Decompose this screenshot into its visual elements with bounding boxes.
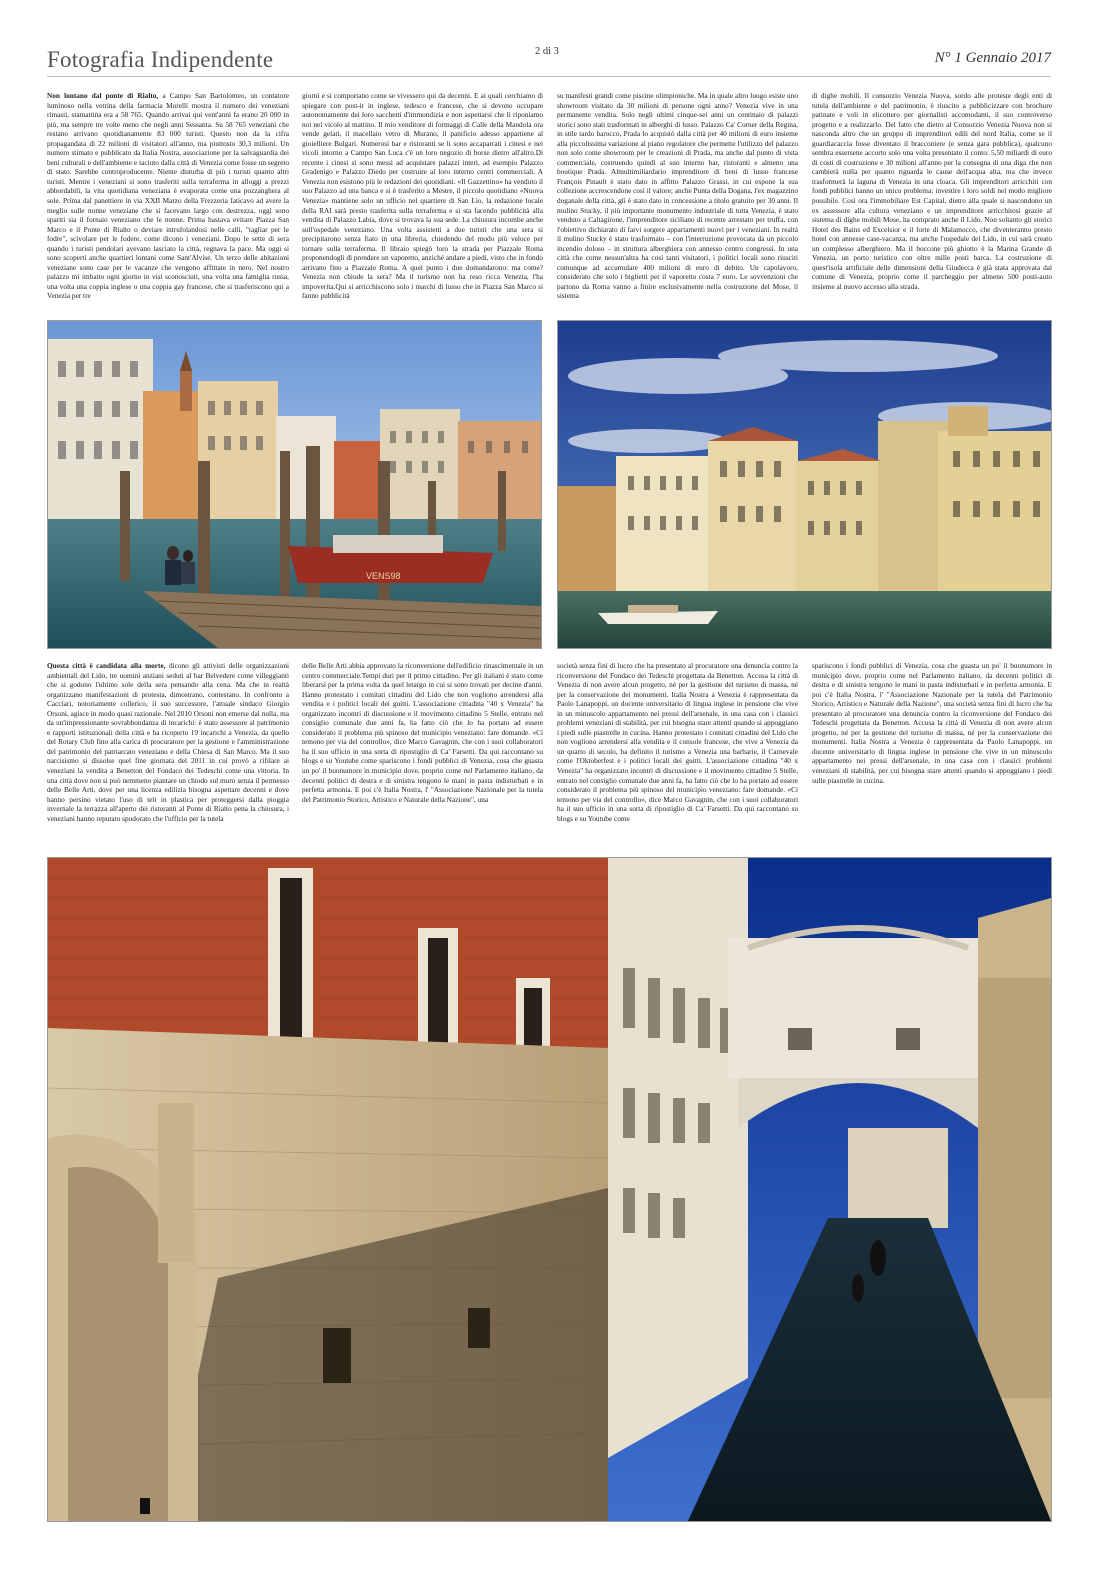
page-number: 2 di 3 bbox=[535, 46, 559, 57]
photo-bridge-of-sighs bbox=[47, 857, 1052, 1522]
article-top-column-2 bbox=[302, 91, 543, 305]
photo-grand-canal-pier bbox=[47, 320, 542, 649]
article-top-text-1: a Campo San Bartolomeo, un contatore luminoso nella vetrina della farmacia Morelli mostra il numero dei veneziani rimasti, stamattina era a 58 765. Quando arrivai qui vent'anni fa erano 20 000 in più, ma sempre tre volte meno che negli anni Sessanta. Su 58 765 veneziani che restano arrivano quotidianamente 83 000 turisti. Questo non da la cifra propagandata di 22 milioni di visitatori all'anno, ma piuttosto 30,3 milioni. Un numero stimato e pubblicato da Italia Nostra, associazione per la salvaguardia dei beni culturali e dell'ambiente e taciuto dalla città di Venezia come fosse un segreto di stato. Sarebbe controproducente. Niente disturba di più i turisti quanto altri turisti. Mentre i veneziani si sono trasferiti sulla terraferma in alloggi a prezzi abbordabili, la vita quotidiana veneziana è evaporata come una pozzanghera al sole. Prima dal panettiere in via XXII Marzo della Frezzeria faticavo ad avere la meglio sulle nonne veneziane che si facevano largo con destrezza, oggi sono spariti sia il fornaio veneziano che le nonne. Prima bastava evitare Piazza San Marco e il Ponte di Rialto o deviare intrufolandosi nelle calli, "tagliar per le fodre", scivolare per le fodere, come dicono i veneziani. Dopo le sette di sera quando i turisti pendolari avevano lasciato la città, regnava la pace. Ma oggi si sono scoperti anche quartieri lontani come Sant'Alvise. Un terzo delle abitazioni veneziane sono case per le vacanze che vengono affittate in nero. Nel nostro palazzo mi imbatto ogni giorno in visi sconosciuti, una volta una famiglia russa, una volta una coppia inglese o una coppia gay francese, che si trasferiscono qui a Venezia per tre bbox=[47, 91, 289, 301]
article-bottom-text-4: spariscono i fondi pubblici di Venezia, cosa che guasta un po' il buonumore in municipio dove, proprio come nel Parlamento italiano, da decenni politici di destra e di sinistra tengono le mani in pasta indisturbati e in perfetta armonia. E poi c'è Italia Nostra, l' "Associazione Nazionale per la tutela del Patrimonio Storico, Artistico e Naturale della Nazione", una società senza fini di lucro che ha presentato al procuratore una denuncia contro la riconversione del Fondaco dei Tedeschi progettata da Benetton. Accusa la città di Venezia di non avere alcun progetto, né per la gestione del turismo di massa, né per la conservazione dei monumenti. Italia Nostra a Venezia è rappresentata da Paolo Lanapoppi, un docente universitario di lingua inglese in pensione che vive in un minuscolo appartamento nei pressi dell'arsenale, in una casa con i classici problemi veneziani di stabilità, per cui bisogna stare attenti quando si appoggiano i piedi sulle piastrelle in cucina. bbox=[812, 661, 1052, 785]
masthead-title: Fotografia Indipendente bbox=[47, 47, 274, 72]
page-header bbox=[47, 44, 1051, 77]
article-bottom-column-2 bbox=[302, 661, 543, 849]
article-top-text-2: giorni e si comportano come se vivessero qui da decenni. E ai quali cerchiamo di spiegare con post-it in inglese, tedesco e francese, che si devono occupare autonomamente dei loro sacchetti d'immondizia e non aspettarsi che li riponiamo noi nel vicolo al mattino. Il mio venditore di formaggi di Calle della Mandola ora vende gelati, il macellaio vetro di Murano, il panificio adesso appartiene al gioielliere Bulgari. Numerosi bar e ristoranti se li sono accaparrati i cinesi e nei vicoli intorno a Campo San Luca c'è un loro negozio di borse dietro all'altro.Di recente i cinesi si sono messi ad acquistare palazzi interi, ad esempio Palazzo Gradenigo e Palazzo Diedo per costruire al loro interno centri commerciali. A Venezia non esistono più le redazioni dei quotidiani. «Il Gazzettino» ha venduto il suo Palazzo ad una banca e si è trasferito a Mestre, il piccolo quotidiano «Nuova Venezia» mantiene solo un ufficio nel quartiere di San Lio, la redazione locale della RAI sarà presto trasferita sulla terraferma e si sta facendo pubblicità alla vendita di Palazzo Labia, dove si trovava la sua sede. La chiusura incombe anche sull'ospedale veneziano. Una volta assistetti a due turisti che una sera si precipitarono senza fiato in una libreria, chiedendo del modo più veloce per tornare sulla terraferma. Il libraio spiegò loro la strada per Piazzale Roma proponendogli di prendere un vaporetto, anziché andare a piedi, visto che in fondo arrivano fino a Piazzale Roma. A quel punto i due domandarono: ma come? Venezia non chiude la sera? Ma il turismo non ha reso ricca Venezia, l'ha impoverita.Qui si arricchiscono solo i marchi di lusso che in Piazza San Marco si fanno pubblicità bbox=[302, 91, 543, 301]
article-bottom-column-3 bbox=[557, 661, 798, 849]
article-bottom-text-1: dicono gli attivisti delle organizzazioni ambientali del Lido, tre uomini anziani seduti al bar Belvedere come villeggianti che si godono l'ultimo sole della sera pensando alla cena. Ma che in realtà organizzano manifestazioni di protesta, dimostrano, contestano. In confronto a Cacciari, notoriamente collerico, il suo successore, l'attuale sindaco Giorgio Orsoni, agisce in modo quasi razionale. Nel 2010 Orsoni non emerse dal nulla, ma da un'impressionante sovrabbondanza di incarichi: è stato assessore al patrimonio e rapporti istituzionali della città e ha ricoperto 19 incarichi a Venezia, da quello del Rotary Club fino alla carica di procuratore per la gestione e l'amministrazione del patrimonio del patriarcato veneziano e della Chiesa di San Marco. Ma il suo narcisismo si dissolse quel fine giornata del 2011 in cui provò a rifilare ai veneziani la vendita a Benetton del Fondaco dei Tedeschi come una vittoria. In una città dove non si può nemmeno piantare un chiodo sul muro senza il permesso delle Belle Arti, dove per una licenza edilizia bisogna aspettare decenni e dove hanno persino vietato l'uso di teli in plastica per proteggersi dalla pioggia invernale la terrazza all'aperto dei ristoranti al Ponte di Rialto pena la chiusura, i veneziani hanno reputato spudorato che l'ufficio per la tutela bbox=[47, 661, 289, 823]
article-top-column-4 bbox=[812, 91, 1052, 305]
article-bottom-column-1 bbox=[47, 661, 289, 849]
article-top-column-1 bbox=[47, 91, 289, 305]
lead-in-candidata: Questa città è candidata alla morte, bbox=[47, 661, 166, 670]
issue-date: N° 1 Gennaio 2017 bbox=[934, 50, 1051, 66]
article-top-column-3 bbox=[557, 91, 798, 305]
article-top-text-3: su manifesti grandi come piscine olimpioniche. Ma in quale altro luogo esiste uno showroom visitato da 30 milioni di persone ogni anno? Venezia vive in una permanente vendita. Solo negli ultimi cinque-sei anni un centinaio di palazzi storici sono stati trasformati in alberghi di lusso. Palazzo Ca' Corner della Regina, in stile tardo barocco, Prada lo acquistò dalla città per 40 milioni di euro insieme alla piccolissima variazione al piano regolatore che permette l'utilizzo del palazzo non solo come showroom per le creazioni di Prada, ma anche dal punto di vista commerciale, costruendo quindi al suo interno bar, ristoranti e almeno una boutique Prada. Almultimiliardario imprenditore di beni di lusso francese François Pinault è stato dato in affitto Palazzo Grassi, in cui espone la sua collezione accrescendone così il valore; anche Punta della Dogana, l'ex magazzino doganale della città, gli è stato dato in concessione a titolo gratuito per 30 anni. Il mulino Stucky, il più importante monumento industriale di tutta Venezia, è stato venduto a Caltagirone, l'imprenditore siciliano di recente arrestato per truffa, con l'obiettivo dichiarato di farvi sorgere appartamenti nuovi per i veneziani. In realtà il mulino Stucky è stato trasformato – con l'interruzione provocata da un piccolo incendio doloso – in struttura alberghiera con annesso centro congressi. In una città che come nessun'altra ha così tanti visitatori, i politici locali sono riusciti comunque ad accumulare 400 milioni di euro di debito. Un capolavoro, considerato che solo i biglietti per il vaporetto costa 7 euro. Le sovvenzioni che partono da Roma vanno a finire esclusivamente nella costruzione del Mose, il sistema bbox=[557, 91, 798, 301]
boat-name: VENS98 bbox=[366, 571, 401, 581]
lead-in-rialto: Non lontano dal ponte di Rialto, bbox=[47, 91, 159, 100]
article-bottom-column-4 bbox=[812, 661, 1052, 849]
article-bottom-text-3: società senza fini di lucro che ha presentato al procuratore una denuncia contro la riconversione del Fondaco dei Tedeschi progettata da Benetton. Accusa la città di Venezia di non avere alcun progetto, né per la gestione del turismo di massa, né per la conservazione dei monumenti. Italia Nostra a Venezia è rappresentata da Paolo Lanapoppi, un docente universitario di lingua inglese in pensione che vive in un minuscolo appartamento nei pressi dell'arsenale, in una casa con i classici problemi veneziani di stabilità, per cui bisogna stare attenti quando si appoggiano i piedi sulle piastrelle in cucina. Hanno protestato i comitati cittadini del Lido che non vogliono arrendersi alla vendita e il console francese, che vive a Venezia da un quarto di secolo, ha definito il turismo a Venezia una barbarie, il Carnevale come l'Oktoberfest e i politici locali dei guitti. L'associazione cittadina "40 x Venezia" ha organizzato incontri di discussione e il movimento cittadino 5 Stelle, entrato nel consiglio comunale due anni fa, ha fatto ciò che lo ha portato ad essere considerato il problema più spinoso del municipio veneziano: fare domande. «Ci temono per via del controllo», dice Marco Gavagnin, che con i suoi collaboratori ha il suo ufficio in una sorta di ripostiglio di Ca' Farsetti. Da qui raccontano su blogs e su Youtube come bbox=[557, 661, 798, 823]
photo-canal-palaces bbox=[557, 320, 1052, 649]
article-top-text-4: di dighe mobili. Il consorzio Venezia Nuova, sordo alle proteste degli enti di tutela dell'ambiente e del patrimonio, è riuscito a pubblicizzare con brochure patinate e voli in elicottero per giornalisti accomodanti, il suo controverso progetto e a realizzarlo. Del fatto che dietro al Consorzio Venezia Nuova non si nasconda altro che un gruppo di imprenditori edili del nord Italia, come se il guardiacaccia fosse diventato il bracconiere (e senza gara pubblica), qualcuno sembra essersene accorto solo una volta presentato il conto: 5,50 miliardi di euro di costi di costruzione e 30 milioni all'anno per la consegna di una diga che non cambierà nulla per quanto riguarda le cause dell'acqua alta, ma che invece trasformerà la laguna di Venezia in una cloaca. Gli imprenditori arricchiti con fondi pubblici hanno un unico problema: investire i loro soldi nel modo migliore possibile. Così ora l'immobiliare Est Capital, dietro alla quale si nascondono un ex assessore alla cultura veneziano e un imprenditore arricchitosi grazie al sistema di dighe mobili Mose, ha comprato anche il Lido. Non soltanto gli storici Hotel des Bains ed Excelsior e il forte di Malamocco, che diventeranno presto hotel con annesse case-vacanza, ma anche l'ospedale del Lido, in cui sarà creato un complesso alberghiero. Ma il boccone più ghiotto è la Marina Grande di Venezia, un porto turistico con oltre mille posti barca. La costruzione di quest'isola artificiale delle dimensioni della Giudecca è già stata approvata dal comune di Venezia, proprio come il parcheggio per almeno 500 posti-auto insieme al nuovo accesso alla strada. bbox=[812, 91, 1052, 291]
article-bottom-text-2: delle Belle Arti abbia approvato la riconversione dell'edificio rinascimentale in un centro commerciale.Tempi duri per il primo cittadino. Per gli italiani è stato come liberarsi per la prima volta da quel letargo in cui si sono trovati per decine d'anni. Hanno protestato i comitati cittadini del Lido che non vogliono arrendersi alla vendita e i politici locali dei guitti. L'associazione cittadina "40 x Venezia" ha organizzato incontri di discussione e il movimento cittadino 5 Stelle, entrato nel consiglio comunale due anni fa, ha fatto ciò che lo ha portato ad essere considerato il problema più spinoso del municipio veneziano: fare domande. «Ci temono per via del controllo», dice Marco Gavagnin, che con i suoi collaboratori ha il suo ufficio in una sorta di ripostiglio di Ca' Farsetti. Da qui raccontano su blogs e su Youtube come spariscono i fondi pubblici di Venezia, cosa che guasta un po' il buonumore in municipio dove, proprio come nel Parlamento italiano, da decenni politici di destra e di sinistra tengono le mani in pasta indisturbati e in perfetta armonia. E poi c'è Italia Nostra, l' "Associazione Nazionale per la tutela del Patrimonio Storico, Artistico e Naturale della Nazione", una bbox=[302, 661, 543, 804]
